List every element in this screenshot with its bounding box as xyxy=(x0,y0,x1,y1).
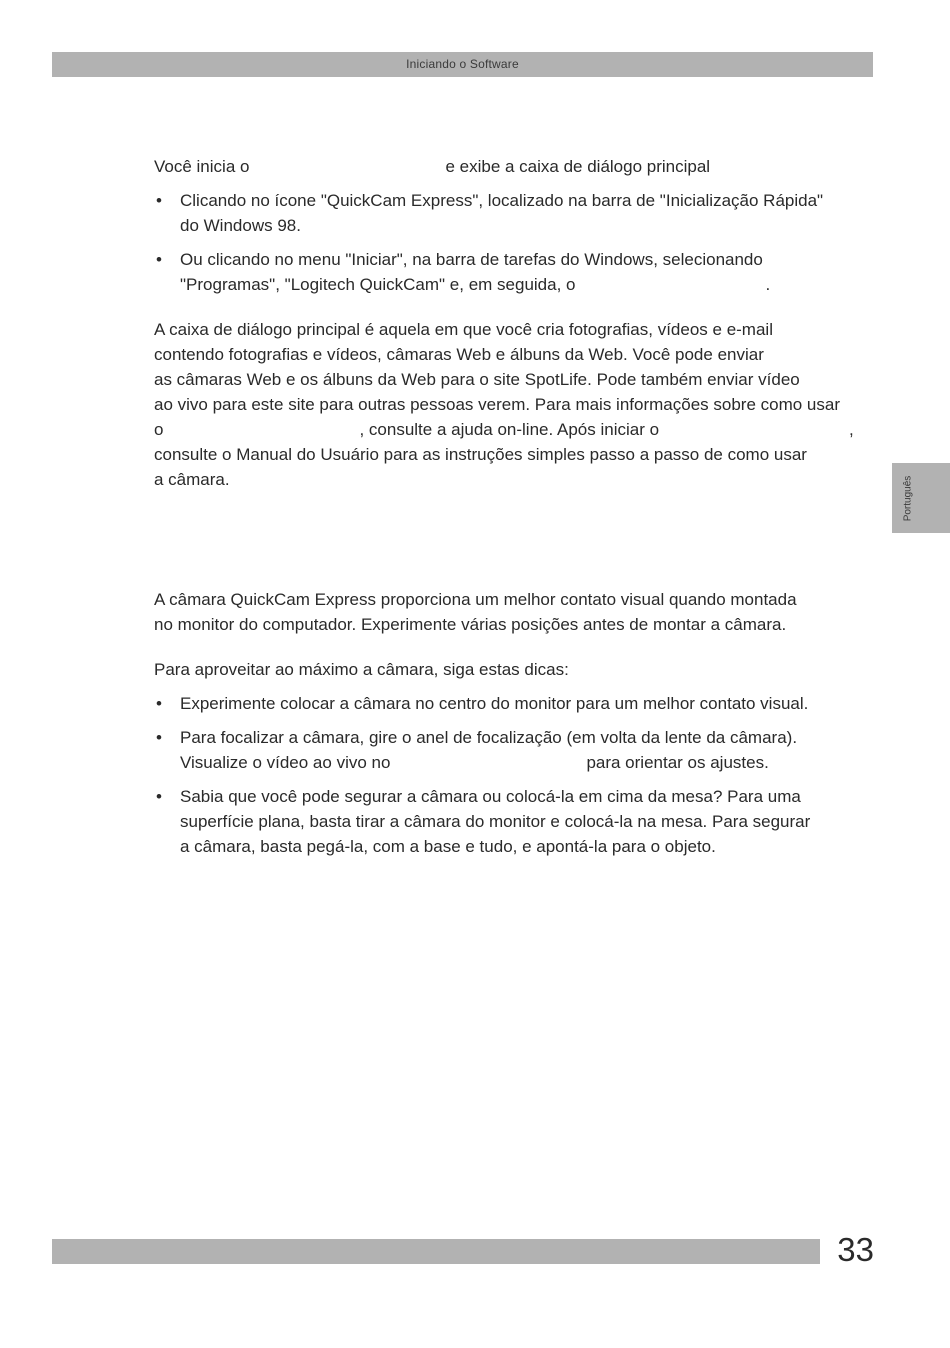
start-methods-list xyxy=(154,188,874,297)
tips-list xyxy=(154,691,874,859)
intro-text-a: Você inicia o xyxy=(154,157,250,176)
running-header-title: Iniciando o Software xyxy=(406,57,519,71)
list-item: • Ou clicando no menu "Iniciar", na barra de tarefas do Windows, selecionando "Programas", "Logitech QuickCam" e, em seguida, o . xyxy=(154,247,874,297)
intro-text-b: e exibe a caixa de diálogo principal xyxy=(445,157,711,176)
list-item: • Experimente colocar a câmara no centro do monitor para um melhor contato visual. xyxy=(154,691,874,716)
main-dialog-paragraph: A caixa de diálogo principal é aquela em que você cria fotografias, vídeos e e-mail contendo fotografias e vídeos, câmaras Web e álbuns da Web. Você pode enviar as câmaras Web e os álbuns da Web para o site SpotLife. Pode também enviar vídeo ao vivo para este site para outras pessoas verem. Para mais informações sobre como usar o , consulte a ajuda on-line. Após iniciar o , consulte o Manual do Usuário para as instruções simples passo a passo de como usar a câmara. xyxy=(154,320,854,489)
intro-paragraph xyxy=(154,154,874,179)
list-item: • Para focalizar a câmara, gire o anel de focalização (em volta da lente da câmara). Visualize o vídeo ao vivo no para orientar os ajustes. xyxy=(154,725,874,775)
mounting-paragraph: A câmara QuickCam Express proporciona um melhor contato visual quando montada no monitor do computador. Experimente várias posições antes de montar a câmara. xyxy=(154,590,797,634)
page-number: 33 xyxy=(837,1231,874,1268)
footer-bar xyxy=(52,1239,820,1264)
list-item: • Sabia que você pode segurar a câmara ou colocá-la em cima da mesa? Para uma superfície plana, basta tirar a câmara do monitor e colocá-la na mesa. Para segurar a câmara, basta pegá-la, com a base e tudo, e apontá-la para o objeto. xyxy=(154,784,874,859)
language-side-tab-label xyxy=(898,475,918,521)
language-label: Português xyxy=(902,475,914,521)
tips-intro: Para aproveitar ao máximo a câmara, siga estas dicas: xyxy=(154,660,569,679)
page-content xyxy=(154,154,874,859)
list-item: • Clicando no ícone "QuickCam Express", localizado na barra de "Inicialização Rápida" do Windows 98. xyxy=(154,188,874,238)
